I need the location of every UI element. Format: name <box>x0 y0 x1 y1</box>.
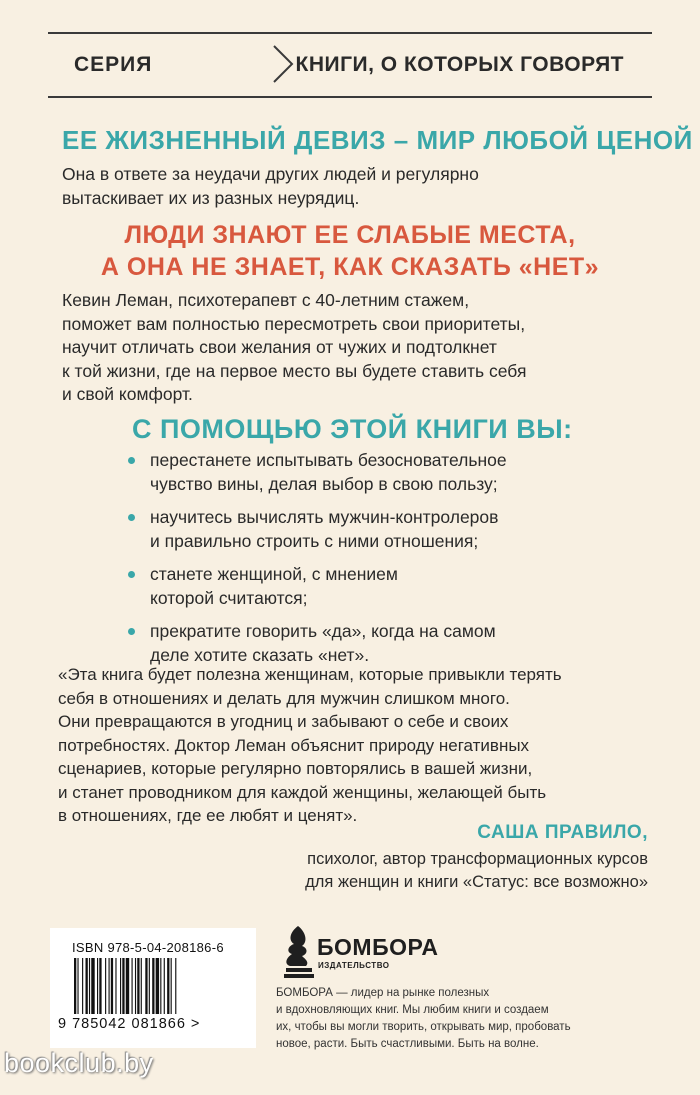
publisher-line: новое, расти. Быть счастливыми. Быть на волне. <box>276 1038 539 1050</box>
barcode-bar <box>89 958 90 1014</box>
barcode-bar <box>97 958 98 1014</box>
quote-line: и станет проводником для каждой женщины, желающей быть <box>58 782 547 802</box>
weak-heading-line: ЛЮДИ ЗНАЮТ ЕЕ СЛАБЫЕ МЕСТА, <box>124 221 576 249</box>
barcode-bar <box>132 958 133 1014</box>
barcode-bars-icon <box>72 958 242 1018</box>
bullet-line: научитесь вычислять мужчин-контролеров <box>150 507 499 527</box>
publisher-logo-text: БОМБОРА <box>317 934 439 960</box>
motto-heading: ЕЕ ЖИЗНЕННЫЙ ДЕВИЗ – МИР ЛЮБОЙ ЦЕНОЙ <box>62 125 693 155</box>
intro-line: Она в ответе за неудачи других людей и регулярно <box>62 164 479 184</box>
series-banner <box>48 32 652 98</box>
barcode-bar <box>145 958 147 1014</box>
barcode-bar <box>105 958 106 1014</box>
barcode-bar <box>86 958 88 1014</box>
bullet-dot-icon <box>128 514 135 521</box>
publisher-line: их, чтобы вы могли творить, открывать мир, пробовать <box>276 1021 571 1033</box>
bullet-line: деле хотите сказать «нет». <box>150 645 370 665</box>
quote-line: сценариев, которые регулярно повторялись в вашей жизни, <box>58 759 533 778</box>
intro-paragraph <box>62 162 479 210</box>
barcode-bar <box>109 958 110 1014</box>
list-item <box>128 505 608 553</box>
isbn-number: ISBN 978-5-04-208186-6 <box>72 940 224 955</box>
barcode-bar <box>77 958 78 1014</box>
description-line: поможет вам полностью пересмотреть свои приоритеты, <box>62 313 526 334</box>
author-description <box>305 848 648 894</box>
barcode-bar <box>135 958 136 1014</box>
publisher-line: БОМБОРА — лидер на рынке полезных <box>276 987 490 999</box>
bullet-line: чувство вины, делая выбор в свою пользу; <box>150 474 498 494</box>
bullet-line: и правильно строить с ними отношения; <box>150 531 479 551</box>
barcode-bar <box>160 958 161 1014</box>
quote-line: Они превращаются в угодниц и забывают о себе и своих <box>58 712 509 731</box>
chevron-right-icon <box>268 42 298 86</box>
weak-spots-heading <box>0 219 700 283</box>
barcode-bar <box>126 958 129 1014</box>
quote-line: себя в отношениях и делать для мужчин слишком много. <box>58 688 510 708</box>
testimonial-quote <box>58 663 650 828</box>
bullet-line: перестанете испытывать безосновательное <box>150 450 507 470</box>
description-paragraph <box>62 289 526 407</box>
weak-heading-line: А ОНА НЕ ЗНАЕТ, КАК СКАЗАТЬ «НЕТ» <box>100 253 600 281</box>
description-line: научит отличать свои желания от чужих и подтолкнет <box>62 337 497 357</box>
bullet-dot-icon <box>128 571 135 578</box>
barcode-bar <box>175 958 176 1014</box>
quote-line: «Эта книга будет полезна женщинам, которые привыкли терять <box>58 665 562 684</box>
benefits-list <box>128 448 608 676</box>
series-name: КНИГИ, О КОТОРЫХ ГОВОРЯТ <box>295 53 624 76</box>
list-item <box>128 562 608 610</box>
intro-line: вытаскивает их из разных неурядиц. <box>62 188 360 208</box>
barcode-bar <box>141 958 142 1014</box>
bullet-line: станете женщиной, с мнением <box>150 564 398 584</box>
barcode-bar <box>152 958 154 1014</box>
description-line: Кевин Леман, психотерапевт с 40-летним стажем, <box>62 290 470 310</box>
series-label: СЕРИЯ <box>74 53 153 76</box>
quote-line: потребностях. Доктор Леман объяснит природу негативных <box>58 735 530 755</box>
quote-line: в отношениях, где ее любят и ценят». <box>58 806 358 825</box>
publisher-description <box>276 985 626 1053</box>
barcode-bar <box>156 958 159 1014</box>
barcode-bar <box>82 958 83 1014</box>
barcode-bar <box>171 958 172 1014</box>
watermark: bookclub.by <box>4 1048 154 1078</box>
publisher-line: и вдохновляющих книг. Мы любим книги и создаем <box>276 1004 549 1016</box>
barcode-bar <box>111 958 113 1014</box>
barcode-bar <box>167 958 169 1014</box>
barcode-bar <box>164 958 165 1014</box>
bullet-dot-icon <box>128 457 135 464</box>
list-item <box>128 619 608 667</box>
barcode-bar <box>91 958 94 1014</box>
description-line: и свой комфорт. <box>62 384 193 404</box>
help-heading: С ПОМОЩЬЮ ЭТОЙ КНИГИ ВЫ: <box>132 414 573 444</box>
barcode <box>50 928 256 1048</box>
bullet-line: прекратите говорить «да», когда на самом <box>150 621 496 641</box>
barcode-bar <box>122 958 124 1014</box>
author-desc-line: для женщин и книги «Статус: все возможно» <box>305 873 648 891</box>
description-line: к той жизни, где на первое место вы будете ставить себя <box>62 360 527 381</box>
barcode-bar <box>137 958 139 1014</box>
bullet-dot-icon <box>128 628 135 635</box>
barcode-number: 9 785042 081866 > <box>58 1016 201 1032</box>
author-desc-line: психолог, автор трансформационных курсов <box>307 850 648 868</box>
barcode-bar <box>99 958 101 1014</box>
barcode-bar <box>74 958 76 1014</box>
barcode-bar <box>149 958 150 1014</box>
list-item <box>128 448 608 496</box>
bullet-line: которой считаются; <box>150 588 308 608</box>
author-name: САША ПРАВИЛО, <box>477 822 648 843</box>
barcode-bar <box>115 958 116 1014</box>
bombora-logo-icon <box>280 922 316 982</box>
publisher-logo-subtitle: ИЗДАТЕЛЬСТВО <box>318 961 390 970</box>
barcode-bar <box>120 958 121 1014</box>
